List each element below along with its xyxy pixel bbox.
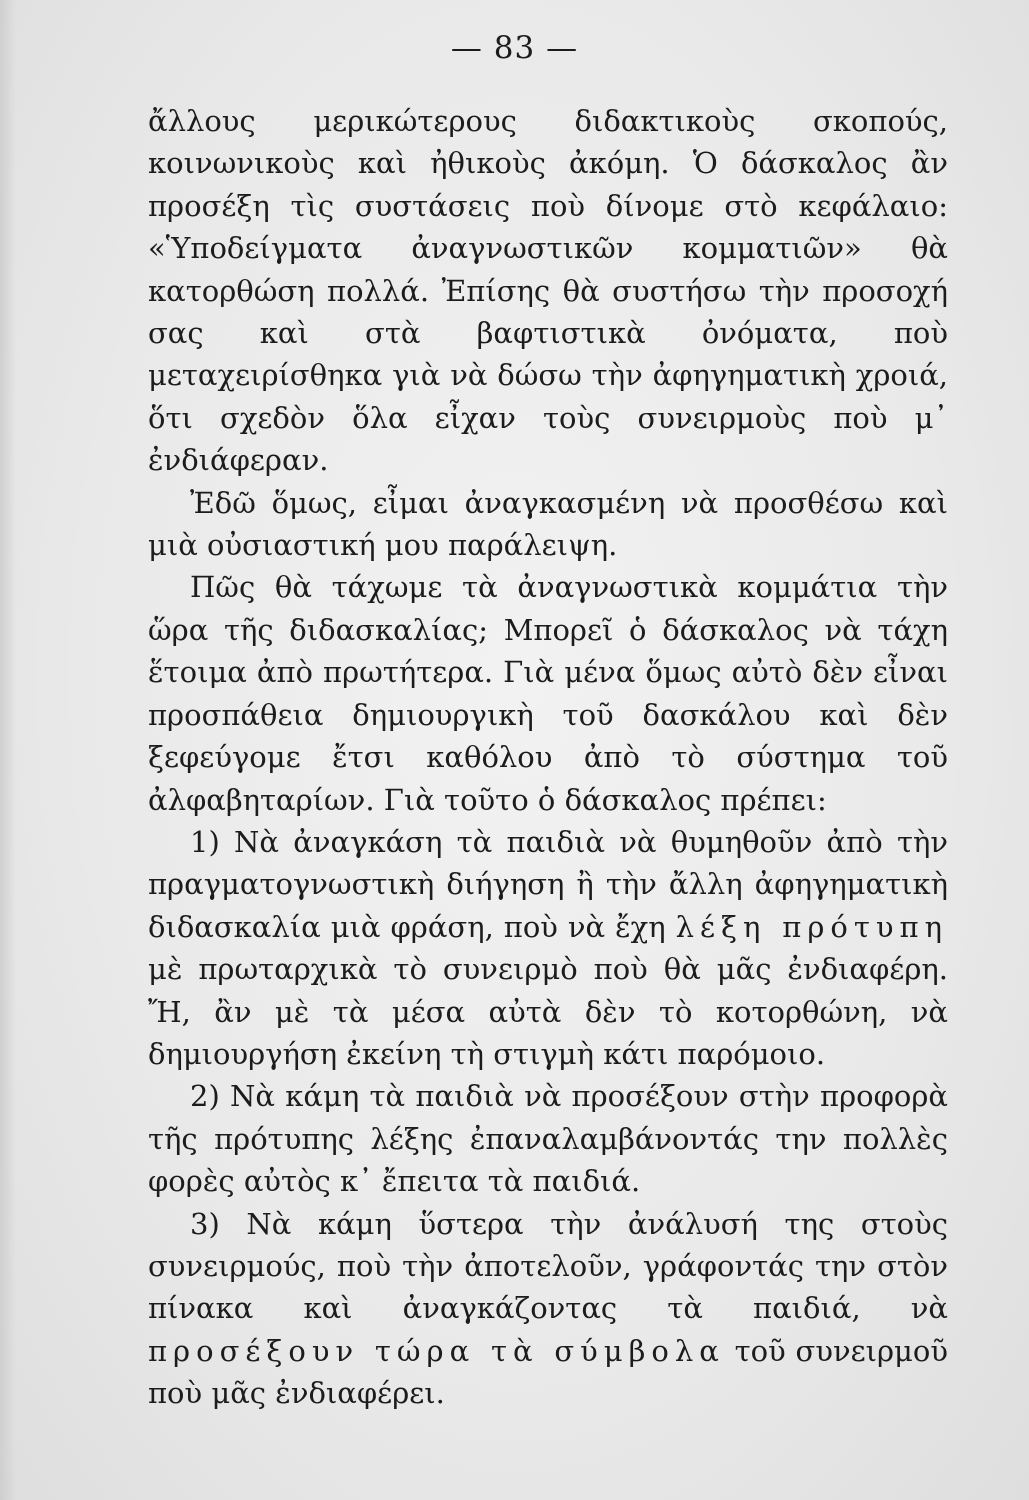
list-item-1: [148, 821, 948, 1075]
body-text: [148, 100, 948, 1415]
page-edge-shadow: [0, 0, 16, 1500]
page-number: — 83 —: [450, 30, 579, 66]
spaced-emphasis-1: λέξη πρότυπη: [675, 909, 948, 944]
list-item-3-end: τοῦ συνειρμοῦ ποὺ μᾶς ἐνδιαφέρει.: [148, 1333, 948, 1411]
paragraph-3: Πῶς θὰ τάχωμε τὰ ἀναγνωστικὰ κομμάτια τὴν ὥρα τῆς διδασκαλίας; Μπορεῖ ὁ δάσκαλος νὰ τάχη ἕτοιμα ἀπὸ πρωτήτερα. Γιὰ μένα ὅμως αὐτὸ δὲν εἶναι προσπάθεια δημιουργικὴ τοῦ δασκάλου καὶ δὲν ξεφεύγομε ἔτσι καθόλου ἀπὸ τὸ σύστημα τοῦ ἀλφαβηταρίων. Γιὰ τοῦτο ὁ δάσκαλος πρέπει:: [148, 570, 948, 817]
list-item-3: [148, 1203, 948, 1415]
list-item-1-end: μὲ πρωταρχικὰ τὸ συνειρμὸ ποὺ θὰ μᾶς ἐνδιαφέρη. Ἤ, ἂν μὲ τὰ μέσα αὐτὰ δὲν τὸ κοτορθώνη, νὰ δημιουργήση ἐκείνη τὴ στιγμὴ κάτι παρόμοιο.: [148, 952, 948, 1071]
spaced-emphasis-2: προσέξουν τώρα τὰ σύμβολα: [148, 1333, 725, 1368]
paragraph-1: ἄλλους μερικώτερους διδακτικοὺς σκοπούς, κοινωνικοὺς καὶ ἠθικοὺς ἀκόμη. Ὁ δάσκαλος ἂν προσέξη τὶς συστάσεις ποὺ δίνομε στὸ κεφάλαιο: «Ὑποδείγματα ἀναγνωστικῶν κομματιῶν» θὰ κατορθώση πολλά. Ἐπίσης θὰ συστήσω τὴν προσοχή σας καὶ στὰ βαφτιστικὰ ὀνόματα, ποὺ μεταχειρίσθηκα γιὰ νὰ δώσω τὴν ἀφηγηματικὴ χροιά, ὅτι σχεδὸν ὅλα εἶχαν τοὺς συνειρμοὺς ποὺ μ᾽ ἐνδιάφεραν.: [148, 104, 948, 478]
list-item-3-start: 3) Νὰ κάμη ὕστερα τὴν ἀνάλυσή της στοὺς συνειρμούς, ποὺ τὴν ἀποτελοῦν, γράφοντάς την στὸν πίνακα καὶ ἀναγκάζοντας τὰ παιδιά, νὰ: [148, 1206, 948, 1326]
paragraph-2: Ἐδῶ ὅμως, εἶμαι ἀναγκασμένη νὰ προσθέσω καὶ μιὰ οὐσιαστική μου παράλειψη.: [148, 485, 948, 563]
list-item-2: 2) Νὰ κάμη τὰ παιδιὰ νὰ προσέξουν στὴν προφορὰ τῆς πρότυπης λέξης ἐπαναλαμβάνοντάς την πολλὲς φορὲς αὐτὸς κ᾽ ἔπειτα τὰ παιδιά.: [148, 1079, 948, 1199]
list-item-1-start: 1) Νὰ ἀναγκάση τὰ παιδιὰ νὰ θυμηθοῦν ἀπὸ τὴν πραγματογνωστικὴ διήγηση ἢ τὴν ἄλλη ἀφηγηματικὴ διδασκαλία μιὰ φράση, ποὺ νὰ ἔχη: [148, 824, 948, 944]
